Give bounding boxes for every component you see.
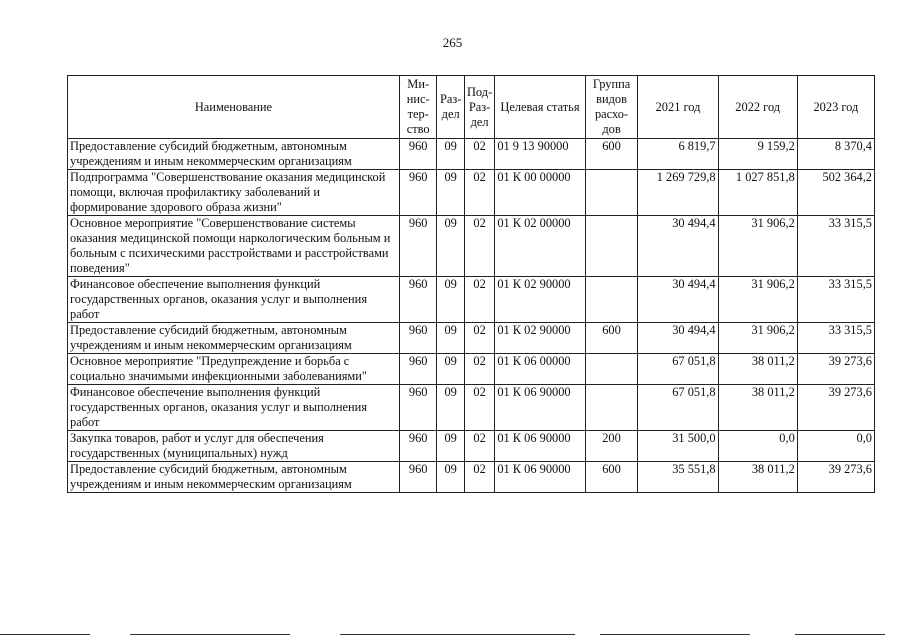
row-subsection: 02 (464, 462, 494, 493)
row-ministry: 960 (399, 139, 437, 170)
row-group (585, 277, 638, 323)
row-target: 01 К 02 90000 (495, 277, 585, 323)
header-2021: 2021 год (638, 76, 718, 139)
row-subsection: 02 (464, 139, 494, 170)
table-row (68, 139, 875, 170)
table-row (68, 170, 875, 216)
table-row (68, 431, 875, 462)
row-2023: 33 315,5 (797, 323, 874, 354)
row-name: Финансовое обеспечение выполнения функций государственных органов, оказания услуг и выполнения работ (68, 385, 400, 431)
row-subsection: 02 (464, 216, 494, 277)
row-2021: 67 051,8 (638, 354, 718, 385)
row-2021: 6 819,7 (638, 139, 718, 170)
row-section: 09 (437, 431, 464, 462)
row-ministry: 960 (399, 170, 437, 216)
row-target: 01 К 06 90000 (495, 431, 585, 462)
row-subsection: 02 (464, 277, 494, 323)
row-subsection: 02 (464, 354, 494, 385)
row-subsection: 02 (464, 385, 494, 431)
row-2021: 30 494,4 (638, 216, 718, 277)
row-group: 200 (585, 431, 638, 462)
row-2023: 39 273,6 (797, 385, 874, 431)
table-row (68, 277, 875, 323)
row-ministry: 960 (399, 277, 437, 323)
row-group (585, 354, 638, 385)
row-2023: 8 370,4 (797, 139, 874, 170)
footer-rule (600, 634, 750, 635)
row-group (585, 385, 638, 431)
row-subsection: 02 (464, 323, 494, 354)
row-2023: 39 273,6 (797, 354, 874, 385)
row-2022: 38 011,2 (718, 385, 797, 431)
budget-table (67, 75, 875, 493)
row-ministry: 960 (399, 431, 437, 462)
footer-rule (130, 634, 290, 635)
table-header-row (68, 76, 875, 139)
row-2023: 502 364,2 (797, 170, 874, 216)
row-section: 09 (437, 277, 464, 323)
row-section: 09 (437, 462, 464, 493)
row-2021: 31 500,0 (638, 431, 718, 462)
row-2021: 67 051,8 (638, 385, 718, 431)
row-2022: 31 906,2 (718, 277, 797, 323)
header-subsection: Под- Раз- дел (464, 76, 494, 139)
table-row (68, 462, 875, 493)
table-row (68, 323, 875, 354)
row-2022: 38 011,2 (718, 354, 797, 385)
row-2023: 0,0 (797, 431, 874, 462)
table-body (68, 139, 875, 493)
row-2022: 31 906,2 (718, 216, 797, 277)
footer-rule (340, 634, 575, 635)
row-name: Основное мероприятие "Совершенствование системы оказания медицинской помощи наркологическим больным и больным с психическими расстройствами и расстройствами поведения" (68, 216, 400, 277)
row-2021: 1 269 729,8 (638, 170, 718, 216)
row-name: Предоставление субсидий бюджетным, автономным учреждениям и иным некоммерческим организациям (68, 462, 400, 493)
row-section: 09 (437, 323, 464, 354)
row-ministry: 960 (399, 323, 437, 354)
row-ministry: 960 (399, 385, 437, 431)
row-target: 01 К 00 00000 (495, 170, 585, 216)
row-2022: 0,0 (718, 431, 797, 462)
row-target: 01 К 02 90000 (495, 323, 585, 354)
row-2022: 9 159,2 (718, 139, 797, 170)
row-group: 600 (585, 139, 638, 170)
row-subsection: 02 (464, 170, 494, 216)
header-ministry: Ми- нис- тер- ство (399, 76, 437, 139)
row-name: Подпрограмма "Совершенствование оказания медицинской помощи, включая профилактику заболеваний и формирование здорового образа жизни" (68, 170, 400, 216)
header-2023: 2023 год (797, 76, 874, 139)
header-group: Группа видов расхо- дов (585, 76, 638, 139)
row-name: Закупка товаров, работ и услуг для обеспечения государственных (муниципальных) нужд (68, 431, 400, 462)
page-number: 265 (442, 35, 463, 50)
row-subsection: 02 (464, 431, 494, 462)
row-2023: 33 315,5 (797, 277, 874, 323)
row-2021: 30 494,4 (638, 323, 718, 354)
row-2021: 35 551,8 (638, 462, 718, 493)
row-section: 09 (437, 139, 464, 170)
header-target: Целевая статья (495, 76, 585, 139)
footer-rule (795, 634, 885, 635)
row-target: 01 9 13 90000 (495, 139, 585, 170)
row-name: Предоставление субсидий бюджетным, автономным учреждениям и иным некоммерческим организациям (68, 139, 400, 170)
row-name: Основное мероприятие "Предупреждение и борьба с социально значимыми инфекционными заболеваниями" (68, 354, 400, 385)
row-group: 600 (585, 462, 638, 493)
row-section: 09 (437, 216, 464, 277)
table-row (68, 354, 875, 385)
header-2022: 2022 год (718, 76, 797, 139)
row-section: 09 (437, 170, 464, 216)
table-row (68, 385, 875, 431)
row-ministry: 960 (399, 216, 437, 277)
header-name: Наименование (68, 76, 400, 139)
row-group: 600 (585, 323, 638, 354)
row-group (585, 216, 638, 277)
row-target: 01 К 02 00000 (495, 216, 585, 277)
row-2022: 31 906,2 (718, 323, 797, 354)
row-2021: 30 494,4 (638, 277, 718, 323)
row-2022: 1 027 851,8 (718, 170, 797, 216)
header-section: Раз- дел (437, 76, 464, 139)
row-2022: 38 011,2 (718, 462, 797, 493)
row-target: 01 К 06 90000 (495, 385, 585, 431)
row-section: 09 (437, 385, 464, 431)
table-row (68, 216, 875, 277)
row-group (585, 170, 638, 216)
row-2023: 33 315,5 (797, 216, 874, 277)
row-ministry: 960 (399, 354, 437, 385)
row-2023: 39 273,6 (797, 462, 874, 493)
row-name: Предоставление субсидий бюджетным, автономным учреждениям и иным некоммерческим организациям (68, 323, 400, 354)
row-section: 09 (437, 354, 464, 385)
row-target: 01 К 06 90000 (495, 462, 585, 493)
row-target: 01 К 06 00000 (495, 354, 585, 385)
row-name: Финансовое обеспечение выполнения функций государственных органов, оказания услуг и выполнения работ (68, 277, 400, 323)
footer-rule (0, 634, 90, 635)
row-ministry: 960 (399, 462, 437, 493)
